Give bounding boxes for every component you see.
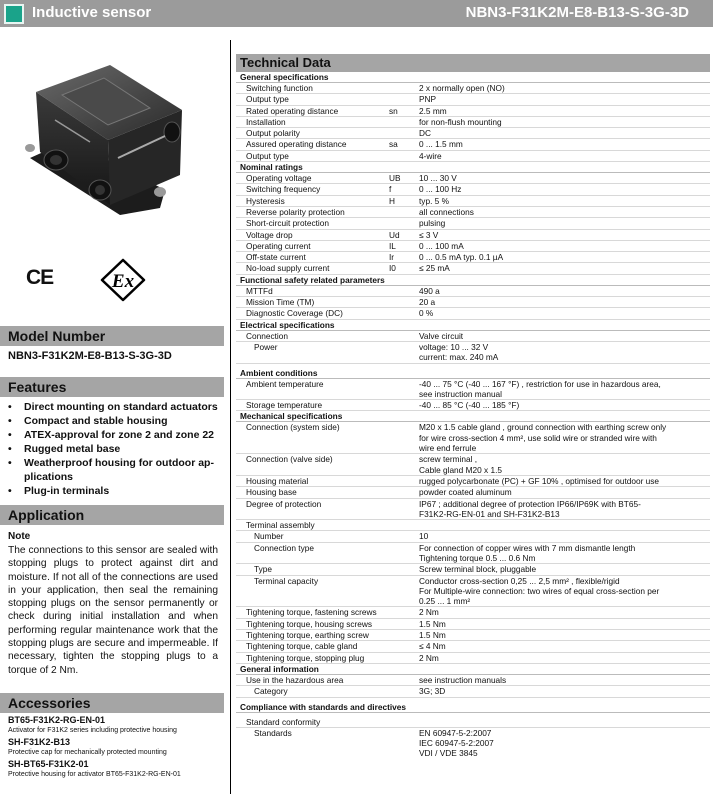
spec-label: Tightening torque, fastening screws [246, 607, 377, 618]
spec-row [236, 342, 710, 364]
spec-value: 1.5 Nm [419, 618, 446, 629]
spec-label: Tightening torque, earthing screw [246, 630, 369, 641]
spec-value: IP67 ; additional degree of protection IP66/IP69K with BT65- [419, 498, 641, 509]
spec-value: Cable gland M20 x 1.5 [419, 464, 503, 475]
spec-symbol: sn [389, 105, 398, 116]
spec-value: F31K2-RG-EN-01 and SH-F31K2-B13 [419, 508, 560, 519]
spec-value: 0 ... 100 Hz [419, 184, 462, 195]
spec-value: rugged polycarbonate (PC) + GF 10% , optimised for outdoor use [419, 475, 660, 486]
spec-label: Terminal assembly [246, 520, 315, 531]
spec-label: Power [254, 341, 278, 352]
spec-value: Valve circuit [419, 330, 464, 341]
spec-value: ≤ 25 mA [419, 263, 450, 274]
spec-label: Tightening torque, housing screws [246, 618, 373, 629]
spec-label: Mission Time (TM) [246, 297, 315, 308]
spec-value: EN 60947-5-2:2007 [419, 727, 492, 738]
spec-label: Housing material [246, 475, 309, 486]
accessory-item [8, 759, 223, 780]
accessory-desc: Protective housing for activator BT65-F31K2-RG-EN-01 [8, 771, 181, 778]
spec-value: wire end ferrule [419, 443, 477, 454]
spec-label: Hysteresis [246, 195, 285, 206]
spec-value: Tightening torque 0.5 ... 0.6 Nm [419, 552, 536, 563]
section-header: Electrical specifications [236, 320, 710, 331]
spec-row [236, 184, 710, 195]
spec-value: 4-wire [419, 150, 442, 161]
spec-label: No-load supply current [246, 263, 330, 274]
spec-row [236, 331, 710, 342]
spec-symbol: H [389, 195, 395, 206]
ce-mark-icon: CE [26, 266, 54, 289]
spec-symbol: UB [389, 173, 401, 184]
spec-row [236, 400, 710, 411]
application-heading: Application [0, 505, 224, 525]
feature-item: • ATEX-approval for zone 2 and zone 22 [8, 428, 224, 442]
spec-row [236, 675, 710, 686]
spec-row [236, 263, 710, 274]
spec-row [236, 653, 710, 664]
spec-label: Tightening torque, cable gland [246, 641, 358, 652]
spec-value: pulsing [419, 218, 446, 229]
spec-label: Voltage drop [246, 229, 293, 240]
spec-row [236, 218, 710, 229]
feature-item: • Compact and stable housing [8, 414, 224, 428]
spec-value: powder coated aluminum [419, 487, 512, 498]
column-divider [230, 40, 231, 794]
spec-value: PNP [419, 94, 437, 105]
spec-row [236, 487, 710, 498]
accessory-desc: Protective cap for mechanically protected mounting [8, 749, 167, 756]
header-model-number: NBN3-F31K2M-E8-B13-S-3G-3D [465, 4, 689, 21]
section-header: General information [236, 664, 710, 675]
spec-label: Connection type [254, 542, 314, 553]
accessory-desc: Activator for F31K2 series including protective housing [8, 727, 177, 734]
spec-row [236, 717, 710, 728]
spec-row [236, 728, 710, 759]
spec-label: Ambient temperature [246, 378, 324, 389]
spec-row [236, 128, 710, 139]
spec-label: Terminal capacity [254, 575, 319, 586]
spec-label: Standard conformity [246, 716, 321, 727]
spec-value: 490 a [419, 285, 440, 296]
spec-label: Housing base [246, 487, 297, 498]
spec-label: Type [254, 564, 272, 575]
spec-label: Use in the hazardous area [246, 674, 344, 685]
spec-label: Category [254, 686, 288, 697]
spec-value: 2 Nm [419, 652, 439, 663]
spec-value: M20 x 1.5 cable gland , ground connection with earthing screw only [419, 422, 667, 433]
spec-row [236, 207, 710, 218]
spec-label: Connection (valve side) [246, 454, 333, 465]
spec-value: IEC 60947-5-2:2007 [419, 738, 494, 749]
spec-row [236, 454, 710, 476]
spec-row [236, 139, 710, 150]
spec-symbol: Ir [389, 252, 395, 263]
spec-value: 0 ... 0.5 mA typ. 0.1 µA [419, 252, 504, 263]
note-title: Note [8, 531, 31, 542]
accessory-name: BT65-F31K2-RG-EN-01 [8, 715, 106, 725]
accessories-list [8, 715, 223, 781]
model-number-value: NBN3-F31K2M-E8-B13-S-3G-3D [8, 350, 172, 362]
spec-row [236, 630, 710, 641]
product-photo [0, 40, 224, 225]
spec-value: 3G; 3D [419, 686, 446, 697]
spec-row [236, 252, 710, 263]
spec-value: -40 ... 75 °C (-40 ... 167 °F) , restriction for use in hazardous area, [419, 378, 661, 389]
section-header: Ambient conditions [236, 368, 710, 379]
section-header: Mechanical specifications [236, 411, 710, 422]
spec-label: Switching function [246, 83, 313, 93]
spec-label: Switching frequency [246, 184, 321, 195]
spec-label: Output polarity [246, 128, 300, 139]
features-list [8, 400, 224, 498]
accessory-item [8, 737, 223, 758]
spec-row [236, 641, 710, 652]
spec-label: Output type [246, 94, 289, 105]
spec-row [236, 196, 710, 207]
spec-value: VDI / VDE 3845 [419, 748, 478, 759]
spec-value: screw terminal , [419, 454, 478, 465]
spec-symbol: IL [389, 240, 396, 251]
spec-label: Rated operating distance [246, 105, 339, 116]
spec-label: Assured operating distance [246, 139, 347, 150]
spec-label: Short-circuit protection [246, 218, 330, 229]
header-bar [0, 0, 713, 27]
spec-row [236, 607, 710, 618]
spec-value: voltage: 10 ... 32 V [419, 341, 489, 352]
spec-label: MTTFd [246, 285, 273, 296]
spec-value: Conductor cross-section 0,25 ... 2,5 mm² , flexible/rigid [419, 575, 620, 586]
spec-value: 10 ... 30 V [419, 173, 457, 184]
feature-item: • Direct mounting on standard actuators [8, 400, 224, 414]
spec-row [236, 564, 710, 575]
spec-value: typ. 5 % [419, 195, 449, 206]
spec-row [236, 83, 710, 94]
spec-symbol: sa [389, 139, 398, 150]
spec-row [236, 286, 710, 297]
spec-label: Connection (system side) [246, 422, 340, 433]
section-header: Functional safety related parameters [236, 275, 710, 286]
accessory-name: SH-BT65-F31K2-01 [8, 759, 89, 769]
spec-label: Degree of protection [246, 498, 322, 509]
spec-value: for non-flush mounting [419, 116, 502, 127]
spec-value: 20 a [419, 297, 436, 308]
section-header: Compliance with standards and directives [236, 702, 710, 713]
spec-value: 0 ... 1.5 mm [419, 139, 463, 150]
spec-row [236, 94, 710, 105]
spec-value: For connection of copper wires with 7 mm dismantle length [419, 542, 636, 553]
spec-row [236, 576, 710, 608]
section-header: General specifications [236, 72, 710, 83]
spec-value: ≤ 3 V [419, 229, 439, 240]
note-text: The connections to this sensor are sealed with stopping plugs to protect against dirt and moisture. If not all of the connections are used in your application, then seal the remaining stopping plugs on the sensor permanently or check during initial installation and when performing regular maintenance work that the stopping plugs are secure and impermeable. If necessary, tighten the stopping plugs to a torque of 2 Nm. [8, 545, 218, 676]
spec-value: 1.5 Nm [419, 630, 446, 641]
spec-row [236, 151, 710, 162]
spec-row [236, 106, 710, 117]
spec-value: 0.25 ... 1 mm² [419, 596, 471, 607]
spec-value: -40 ... 85 °C (-40 ... 185 °F) [419, 400, 520, 411]
section-header: Nominal ratings [236, 162, 710, 173]
spec-value: ≤ 4 Nm [419, 641, 446, 652]
feature-item: • Rugged metal base [8, 442, 224, 456]
spec-label: Connection [246, 330, 288, 341]
spec-value: DC [419, 128, 431, 139]
spec-row [236, 520, 710, 531]
spec-label: Operating voltage [246, 173, 312, 184]
ex-atex-icon [100, 258, 146, 302]
feature-item: • Plug-in terminals [8, 484, 224, 498]
spec-row [236, 117, 710, 128]
spec-row [236, 543, 710, 565]
page-title: Inductive sensor [32, 4, 152, 21]
spec-value: see instruction manuals [419, 674, 507, 685]
accessory-name: SH-F31K2-B13 [8, 737, 71, 747]
spec-row [236, 379, 710, 401]
model-number-heading: Model Number [0, 326, 224, 346]
spec-row [236, 476, 710, 487]
spec-value: current: max. 240 mA [419, 352, 499, 363]
technical-data-table [236, 72, 710, 759]
feature-item: • Weatherproof housing for outdoor ap-plications [8, 456, 224, 484]
spec-row [236, 499, 710, 521]
spec-row [236, 297, 710, 308]
spec-symbol: Ud [389, 229, 400, 240]
spec-label: Storage temperature [246, 400, 323, 411]
spec-row [236, 686, 710, 697]
spec-value: For Multiple-wire connection: two wires of equal cross-section per [419, 585, 660, 596]
spec-row [236, 308, 710, 319]
spec-row [236, 422, 710, 454]
spec-label: Diagnostic Coverage (DC) [246, 308, 343, 319]
spec-value: 0 % [419, 308, 434, 319]
features-heading: Features [0, 377, 224, 397]
spec-value: 2.5 mm [419, 105, 447, 116]
brand-square-icon [4, 4, 24, 24]
spec-label: Operating current [246, 240, 311, 251]
spec-value: 2 Nm [419, 607, 439, 618]
spec-label: Number [254, 531, 284, 542]
spec-row [236, 619, 710, 630]
spec-label: Off-state current [246, 252, 306, 263]
accessory-item [8, 715, 223, 736]
technical-data-heading: Technical Data [236, 54, 710, 72]
spec-row [236, 531, 710, 542]
spec-value: for wire cross-section 4 mm², use solid wire or stranded wire with [419, 432, 657, 443]
svg-text:Ex: Ex [111, 271, 135, 292]
spec-value: 2 x normally open (NO) [419, 83, 505, 93]
spec-value: 0 ... 100 mA [419, 240, 464, 251]
spec-label: Tightening torque, stopping plug [246, 652, 365, 663]
spec-value: Screw terminal block, pluggable [419, 564, 537, 575]
spec-row [236, 173, 710, 184]
spec-label: Installation [246, 116, 286, 127]
spec-label: Reverse polarity protection [246, 206, 345, 217]
spec-symbol: f [389, 184, 392, 195]
accessories-heading: Accessories [0, 693, 224, 713]
spec-value: all connections [419, 206, 474, 217]
spec-row [236, 230, 710, 241]
spec-row [236, 241, 710, 252]
spec-value: 10 [419, 531, 429, 542]
spec-label: Output type [246, 150, 289, 161]
spec-label: Standards [254, 727, 292, 738]
spec-value: see instruction manual [419, 388, 503, 399]
spec-symbol: I0 [389, 263, 396, 274]
